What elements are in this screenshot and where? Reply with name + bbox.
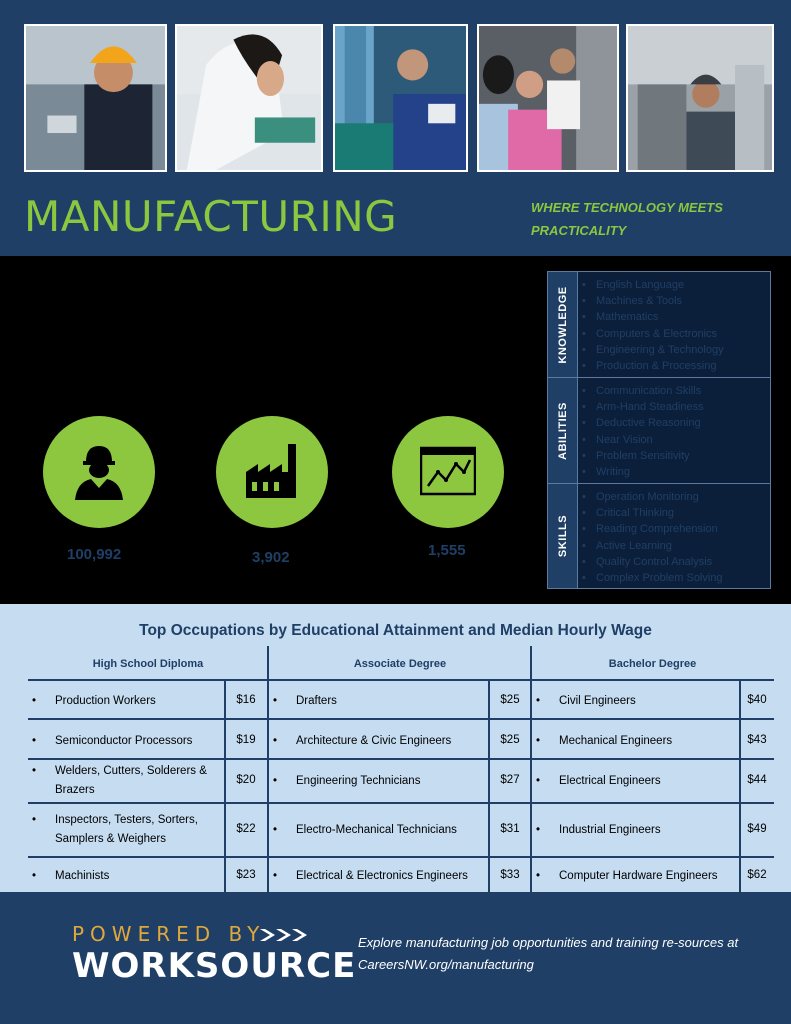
list-item: • Communication Skills — [582, 383, 704, 399]
photo-equipment-technician — [626, 24, 774, 172]
occupation-name: • Industrial Engineers — [559, 821, 735, 840]
occupation-wage: $62 — [747, 869, 767, 881]
occupation-name: • Engineering Technicians — [296, 772, 484, 791]
occupation-name: • Semiconductor Processors — [55, 732, 220, 751]
page-tagline: WHERE TECHNOLOGY MEETS PRACTICALITY — [531, 200, 723, 238]
occupation-name: • Computer Hardware Engineers — [559, 867, 735, 886]
powered-by-text: POWERED BY — [72, 922, 266, 946]
list-item: • Machines & Tools — [582, 293, 724, 309]
footer-text: Explore manufacturing job opportunities and training re-sources at CareersNW.org/manufacturing — [358, 935, 739, 972]
occupations-title: Top Occupations by Educational Attainment and Median Hourly Wage — [139, 622, 652, 639]
column-header-bachelor: Bachelor Degree — [608, 658, 697, 670]
occupation-wage: $20 — [236, 774, 256, 786]
list-item: • Near Vision — [582, 432, 704, 448]
footer — [0, 892, 791, 1024]
occupation-name: • Machinists — [55, 867, 220, 886]
occupation-wage: $25 — [500, 694, 520, 706]
list-item: • Problem Sensitivity — [582, 448, 704, 464]
skills-list — [582, 489, 723, 586]
list-item: • Active Learning — [582, 538, 723, 554]
table-rule — [530, 646, 532, 892]
table-rule — [267, 646, 269, 892]
occupation-wage: $33 — [500, 869, 520, 881]
occupation-name: • Electrical & Electronics Engineers — [296, 867, 484, 886]
list-item: • Computers & Electronics — [582, 326, 724, 342]
occupation-name: • Electrical Engineers — [559, 772, 735, 791]
ksa-table — [547, 271, 771, 589]
skills-group — [548, 484, 770, 588]
occupation-wage: $49 — [747, 823, 767, 835]
occupation-name: • Drafters — [296, 692, 484, 711]
occupation-wage: $27 — [500, 774, 520, 786]
column-header-high-school: High School Diploma — [92, 658, 204, 670]
occupation-name: • Civil Engineers — [559, 692, 735, 711]
skills-label-cell — [548, 484, 578, 588]
occupation-wage: $31 — [500, 823, 520, 835]
table-rule — [28, 679, 774, 681]
knowledge-label-cell — [548, 272, 578, 377]
abilities-list — [582, 383, 704, 480]
occupation-wage: $23 — [236, 869, 256, 881]
worker-stat-circle — [43, 416, 155, 528]
table-rule — [28, 856, 774, 858]
photo-lab-technician — [175, 24, 323, 172]
stat-value-employment: 100,992 — [67, 546, 122, 563]
worker-icon — [71, 442, 127, 500]
list-item: • Deductive Reasoning — [582, 415, 704, 431]
chevron-arrows-icon — [258, 927, 314, 943]
occupations-section — [0, 604, 791, 892]
occupation-wage: $16 — [236, 694, 256, 706]
list-item: • Complex Problem Solving — [582, 570, 723, 586]
knowledge-list — [582, 277, 724, 374]
occupation-name: • Production Workers — [55, 692, 220, 711]
abilities-label: ABILITIES — [556, 401, 569, 460]
stat-value-firms: 3,902 — [252, 549, 290, 566]
occupation-wage: $43 — [747, 734, 767, 746]
occupation-wage: $44 — [747, 774, 767, 786]
growth-stat-circle — [392, 416, 504, 528]
list-item: • English Language — [582, 277, 724, 293]
list-item: • Critical Thinking — [582, 505, 723, 521]
occupation-name: • Architecture & Civic Engineers — [296, 732, 484, 751]
list-item: • Writing — [582, 464, 704, 480]
stat-value-openings: 1,555 — [428, 542, 466, 559]
occupation-wage: $25 — [500, 734, 520, 746]
growth-chart-icon — [420, 442, 476, 500]
knowledge-group — [548, 272, 770, 378]
list-item: • Production & Processing — [582, 358, 724, 374]
table-rule — [28, 718, 774, 720]
header-banner — [0, 0, 791, 256]
abilities-label-cell — [548, 378, 578, 483]
occupation-name: • Electro-Mechanical Technicians — [296, 821, 484, 840]
list-item: • Engineering & Technology — [582, 342, 724, 358]
occupation-name: • Welders, Cutters, Solderers & Brazers — [55, 762, 220, 800]
list-item: • Operation Monitoring — [582, 489, 723, 505]
page-title: MANUFACTURING — [24, 192, 398, 241]
list-item: • Quality Control Analysis — [582, 554, 723, 570]
abilities-group — [548, 378, 770, 484]
list-item: • Arm-Hand Steadiness — [582, 399, 704, 415]
table-rule — [28, 802, 774, 804]
photo-assembly-workers — [477, 24, 619, 172]
occupation-name: • Mechanical Engineers — [559, 732, 735, 751]
worksource-logo: WORKSOURCE — [72, 946, 357, 986]
factory-stat-circle — [216, 416, 328, 528]
skills-label: SKILLS — [556, 514, 569, 558]
occupation-wage: $19 — [236, 734, 256, 746]
occupation-name: • Inspectors, Testers, Sorters, Samplers & Weighers — [55, 811, 220, 849]
table-rule — [28, 758, 774, 760]
factory-icon — [244, 442, 300, 500]
knowledge-label: KNOWLEDGE — [556, 285, 569, 364]
photo-worker-hardhat — [24, 24, 167, 172]
photo-machine-operator — [333, 24, 468, 172]
occupation-wage: $22 — [236, 823, 256, 835]
list-item: • Mathematics — [582, 309, 724, 325]
column-header-associate: Associate Degree — [353, 658, 447, 670]
list-item: • Reading Comprehension — [582, 521, 723, 537]
occupation-wage: $40 — [747, 694, 767, 706]
